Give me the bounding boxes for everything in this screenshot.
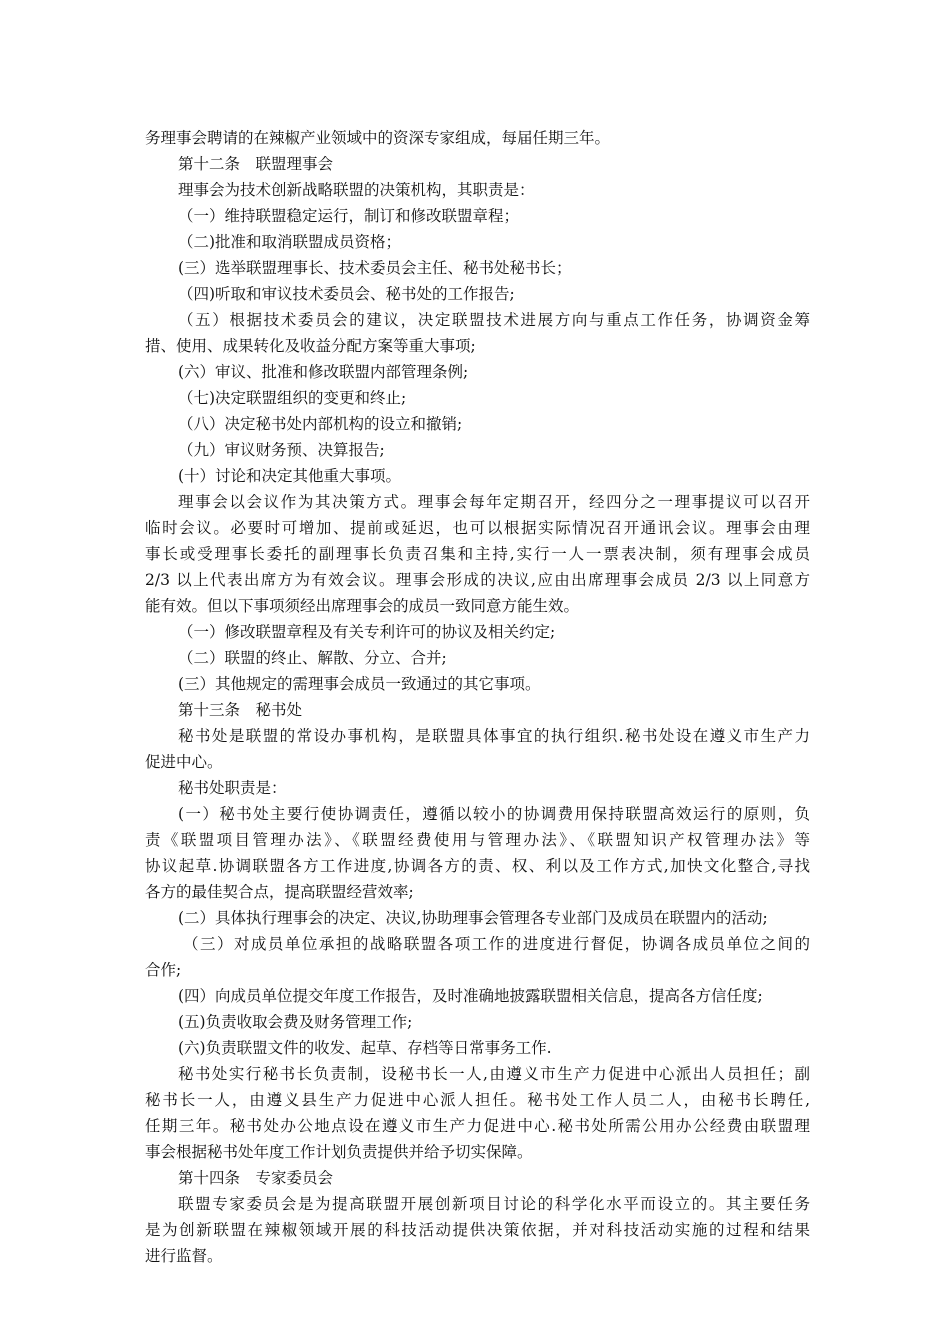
text-line: 2/3 以上代表出席方为有效会议。理事会形成的决议,应由出席理事会成员 2/3 以上同意方 [145, 571, 810, 589]
text-line: 秘书长一人，由遵义县生产力促进中心派人担任。秘书处工作人员二人，由秘书长聘任, [145, 1091, 810, 1109]
text-line: 理事会为技术创新战略联盟的决策机构，其职责是： [178, 181, 535, 199]
text-line: 联盟专家委员会是为提高联盟开展创新项目讨论的科学化水平而设立的。其主要任务 [178, 1195, 810, 1213]
text-line: 进行监督。 [145, 1247, 223, 1265]
text-line: （八）决定秘书处内部机构的设立和撤销; [178, 415, 463, 433]
text-line: 责《联盟项目管理办法》、《联盟经费使用与管理办法》、《联盟知识产权管理办法》等 [145, 831, 810, 849]
section-heading: 第十二条 联盟理事会 [178, 155, 334, 173]
text-line: 秘书处实行秘书长负责制，设秘书长一人,由遵义市生产力促进中心派出人员担任；副 [178, 1065, 810, 1083]
text-line: 能有效。但以下事项须经出席理事会的成员一致同意方能生效。 [145, 597, 580, 615]
text-line: （一）修改联盟章程及有关专利许可的协议及相关约定; [178, 623, 556, 641]
text-line: (十）讨论和决定其他重大事项。 [178, 467, 402, 485]
section-heading: 第十四条 专家委员会 [178, 1169, 334, 1187]
text-line: (三）选举联盟理事长、技术委员会主任、秘书处秘书长； [178, 259, 572, 277]
text-line: （二）联盟的终止、解散、分立、合并; [178, 649, 447, 667]
text-line: 临时会议。必要时可增加、提前或延迟，也可以根据实际情况召开通讯会议。理事会由理 [145, 519, 810, 537]
text-line: 是为创新联盟在辣椒领域开展的科技活动提供决策依据，并对科技活动实施的过程和结果 [145, 1221, 810, 1239]
text-line: (三）其他规定的需理事会成员一致通过的其它事项。 [178, 675, 541, 693]
section-heading: 第十三条 秘书处 [178, 701, 303, 719]
text-line: （一）维持联盟稳定运行，制订和修改联盟章程； [178, 207, 520, 225]
text-line: 务理事会聘请的在辣椒产业领域中的资深专家组成，每届任期三年。 [145, 129, 611, 147]
text-line: （五）根据技术委员会的建议，决定联盟技术进展方向与重点工作任务，协调资金筹 [178, 311, 810, 329]
text-line: （七)决定联盟组织的变更和终止; [178, 389, 407, 407]
text-line: 各方的最佳契合点，提高联盟经营效率; [145, 883, 414, 901]
text-line: 秘书处职责是： [178, 779, 287, 797]
text-line: 事长或受理事长委托的副理事长负责召集和主持,实行一人一票表决制，须有理事会成员 [145, 545, 810, 563]
text-line: (四）向成员单位提交年度工作报告，及时准确地披露联盟相关信息，提高各方信任度; [178, 987, 763, 1005]
text-line: (六）审议、批准和修改联盟内部管理条例; [178, 363, 469, 381]
document-page [145, 125, 810, 1269]
text-line: （二)批准和取消联盟成员资格； [178, 233, 402, 251]
text-line: （四)听取和审议技术委员会、秘书处的工作报告; [178, 285, 515, 303]
text-line: （九）审议财务预、决算报告; [178, 441, 385, 459]
text-line: 事会根据秘书处年度工作计划负责提供并给予切实保障。 [145, 1143, 533, 1161]
text-line: 秘书处是联盟的常设办事机构，是联盟具体事宜的执行组织.秘书处设在遵义市生产力 [178, 727, 810, 745]
text-line: (六)负责联盟文件的收发、起草、存档等日常事务工作. [178, 1039, 552, 1057]
text-line: 理事会以会议作为其决策方式。理事会每年定期召开，经四分之一理事提议可以召开 [178, 493, 810, 511]
text-line: 协议起草.协调联盟各方工作进度,协调各方的责、权、利以及工作方式,加快文化整合,寻找 [145, 857, 810, 875]
text-line: 任期三年。秘书处办公地点设在遵义市生产力促进中心.秘书处所需公用办公经费由联盟理 [145, 1117, 810, 1135]
text-line: (一）秘书处主要行使协调责任，遵循以较小的协调费用保持联盟高效运行的原则，负 [178, 805, 810, 823]
text-line: 促进中心。 [145, 753, 223, 771]
text-line: （三）对成员单位承担的战略联盟各项工作的进度进行督促，协调各成员单位之间的 [183, 935, 810, 953]
text-line: 措、使用、成果转化及收益分配方案等重大事项; [145, 337, 476, 355]
text-line: 合作; [145, 961, 182, 979]
text-line: (二）具体执行理事会的决定、决议,协助理事会管理各专业部门及成员在联盟内的活动; [178, 909, 768, 927]
text-line: (五)负责收取会费及财务管理工作; [178, 1013, 413, 1031]
